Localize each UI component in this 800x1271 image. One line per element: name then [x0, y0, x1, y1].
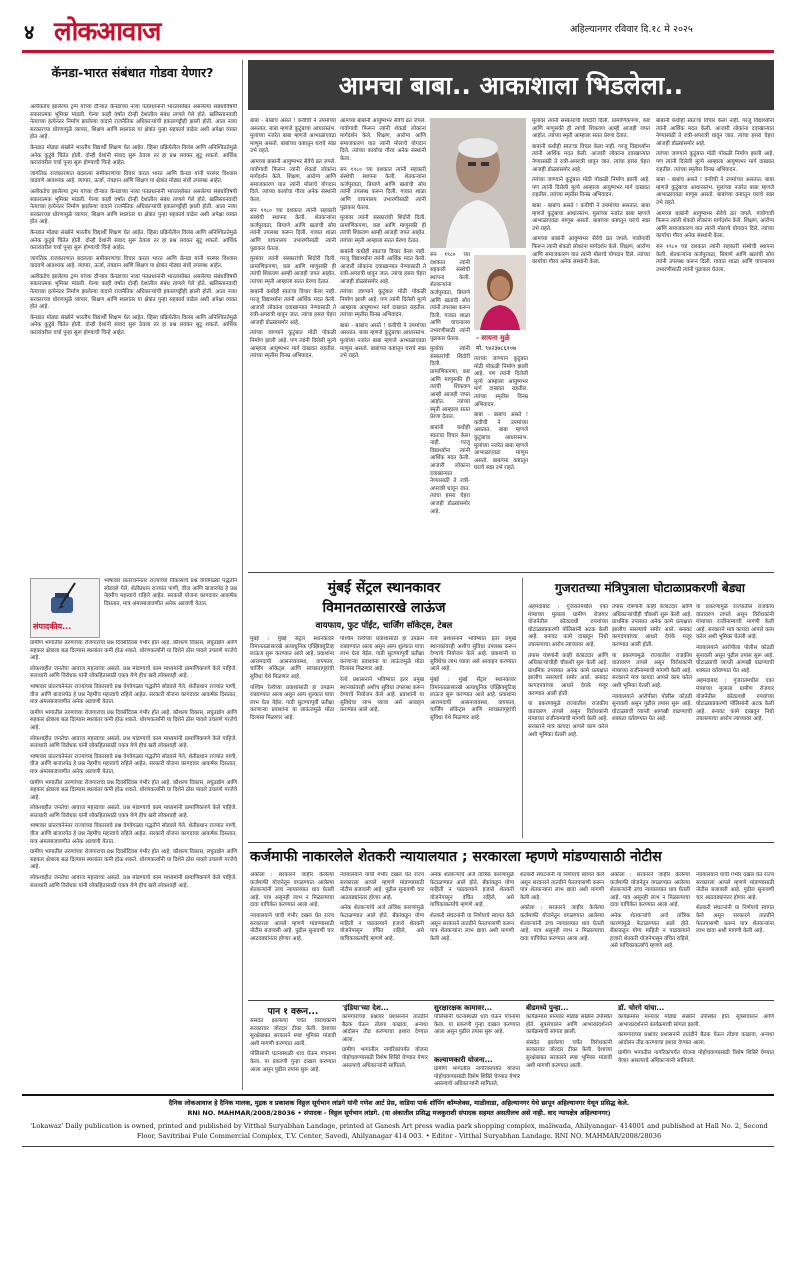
jump-para: कामगारांच्या प्रश्नांवर प्रशासनाने तातडीने बैठक घेऊन तोडगा काढावा, अन्यथा आंदोलन तीव्र करण्याचा इशारा देण्यात आला. [342, 1014, 428, 1043]
aamcha-para: बाबांनी कधीही स्वतःचा विचार केला नाही. गरजू विद्यार्थ्यांना त्यांनी आर्थिक मदत केली. आजारी लोकांना दवाखान्यात नेण्यासाठी ते रात्री-अपरात्री धावून जात. त्यांचा हसरा चेहरा आजही डोळ्यांसमोर आहे. [656, 118, 774, 147]
jump-subhead-3: सुरक्षारक्षक कामावर... [434, 1004, 493, 1012]
editorial-label: संपादकीय... [33, 622, 72, 631]
editorial-para: ग्रामीण भागातील तरुणांच्या रोजगाराचा प्रश्न दिवसेंदिवस गंभीर होत आहे. कौशल्य विकास, लघुउद्योग आणि सहकार क्षेत्राला बळ दिल्यास स्थलांतर कमी होऊ शकते. धोरणकर्त्यांनी या दिशेने ठोस पावले उचलणे गरजेचे आहे. [30, 709, 237, 731]
column-divider [522, 578, 523, 838]
gujarat-para: अहमदाबाद : गुजरातमधील एका मंत्र्याच्या मुलाला ग्रामीण रोजगार योजनेतील कोट्यवधी रुपयांच्या घोटाळ्याप्रकरणी पोलिसांनी अटक केली आहे. बनावट कामे दाखवून निधी उचलल्याचा आरोप त्याच्यावर आहे. [528, 604, 608, 648]
karjamafi-col-4 [520, 872, 604, 996]
aamcha-para: सन १९८० च्या दशकात त्यांनी सहकारी संस्थेची स्थापना केली. शेतकऱ्यांना कर्जपुरवठा, बियाणे आणि खतांची सोय त्यांनी उपलब्ध करून दिली. गावात शाळा आणि वाचनालय उभारणीसाठी त्यांनी पुढाकार घेतला. [430, 252, 470, 342]
mumbai-para: मुंबई : मुंबई सेंट्रल स्थानकावर विमानतळासारखे अत्याधुनिक एक्झिक्युटिव्ह लाऊंज सुरू करण्यात आले आहे. प्रवाशांना आरामदायी आसनव्यवस्था, वायफाय, चार्जिंग सॉकेट्स आणि स्वच्छतागृहांची सुविधा येथे मिळणार आहे. [250, 636, 334, 680]
woman-portrait [474, 255, 526, 330]
jump-subhead-1: 'इंडिया'च्या देश... [342, 1004, 389, 1012]
editorial-para: भाषावार प्रांतरचनेनंतर राज्यांच्या विकासाचे प्रश्न वेगवेगळ्या पद्धतीने सोडवले गेले. शेतीप्रधान राज्यांत पाणी, वीज आणि बाजारपेठ हे प्रश्न नेहमीच महत्त्वाचे राहिले आहेत. सरकारी योजना कागदावर आकर्षक दिसतात, मात्र अंमलबजावणीत अनेक अडचणी येतात. [30, 683, 237, 706]
karjamafi-para: अनेक शेतकऱ्यांचे अर्ज तांत्रिक कारणांमुळे फेटाळण्यात आले होते. बँकांकडून योग्य माहिती न पाठवल्याने हजारो शेतकरी योजनेपासून वंचित राहिले, असे याचिकाकर्त्यांचे म्हणणे आहे. [430, 872, 514, 909]
canada-para: कॅनडात मोठ्या संख्येने भारतीय विद्यार्थी शिक्षण घेत आहेत. व्हिसा प्रक्रियेतील विलंब आणि अनिश्चिततेमुळे अनेक कुटुंबे चिंतेत होती. दोन्ही देशांनी संवाद सुरू ठेवला तर हा प्रश्न लवकर सुटू शकतो. आर्थिक करारांवरील चर्चा पुन्हा सुरू होण्याची चिन्हे आहेत. [30, 314, 237, 337]
footer-marathi-imprint-2: RNI NO. MAHMAR/2008/28036 • संपादक - विठ्ठल सूर्यभान लांडगे. (या अंकातील प्रसिद्ध मजकुराशी संपादक सहमत असतीलच असे नाही. वाद न्यायक्षेत्र अहिल्यानगर) [187, 1109, 611, 1117]
mumbai-para: रेल्वे प्रशासनाने भविष्यात इतर प्रमुख स्थानकांवरही अशीच सुविधा उपलब्ध करून देण्याचे नियोजन केले आहे. प्रवाशांनी या सुविधेचा लाभ घ्यावा असे आवाहन करण्यात आले आहे. [340, 676, 424, 714]
aamcha-para: सन १९८० च्या दशकात त्यांनी सहकारी संस्थेची स्थापना केली. शेतकऱ्यांना कर्जपुरवठा, बियाणे आणि खतांची सोय त्यांनी उपलब्ध करून दिली. गावात शाळा आणि वाचनालय उभारणीसाठी त्यांनी पुढाकार घेतला. [656, 243, 774, 273]
mumbai-subhead: वायफाय, फुट पॉईंट, चार्जिंग सॉकेट्स, टेबल [315, 621, 453, 631]
editorial-box [30, 578, 100, 638]
jump-col-5 [618, 1014, 774, 1088]
footer-marathi-imprint: दैनिक लोकआवाज हे दैनिक मालक, मुद्रक व प्रकाशक विठ्ठल सूर्यभान लांडगे यांनी गणेश आर्ट प्रेस, वाडिया पार्क शॉपिंग कॉम्प्लेक्स, माळीवाडा, अहिल्यानगर येथे छापून अहिल्यानगर येथून प्रसिद्ध केले. [168, 1099, 630, 1107]
editorial-body-cont [30, 640, 237, 1080]
karjamafi-para: अनेक शेतकऱ्यांचे अर्ज तांत्रिक कारणांमुळे फेटाळण्यात आले होते. बँकांकडून योग्य माहिती न पाठवल्याने हजारो शेतकरी योजनेपासून वंचित राहिले, असे याचिकाकर्त्यांचे म्हणणे आहे. [610, 912, 690, 950]
gujarat-col-1 [528, 604, 608, 836]
karjamafi-col-5 [610, 872, 690, 996]
editorial-para: ग्रामीण भागातील तरुणांच्या रोजगाराचा प्रश्न दिवसेंदिवस गंभीर होत आहे. कौशल्य विकास, लघुउद्योग आणि सहकार क्षेत्राला बळ दिल्यास स्थलांतर कमी होऊ शकते. धोरणकर्त्यांनी या दिशेने ठोस पावले उचलणे गरजेचे आहे. [30, 640, 237, 662]
jump-para: ग्रामीण भागातील नागरिकांपर्यंत योजना पोहोचवण्यासाठी विशेष शिबिरे घेण्यात येणार असल्याचे अधिकाऱ्यांनी सांगितले. [434, 1066, 520, 1088]
footer-english-imprint: 'Lokawaz' Daily publication is owned, printed and published by Vitthal Suryabhan Landage, printed at Ganesh Art press wadia park shopping complex, maliwada, Ahilyanagar- 414001 and published at Hall No. 2, Second Floor, Savitribai Fule Commercial Complex, T.V. Center, Savedi, Ahilyanagar 414 003. • Editor - Vitthal Suryabhan Landage. RNI NO. MAHMAR/2008/28036 [30, 1122, 768, 1140]
karjamafi-para: शेतकरी संघटनांनी या निर्णयाचे स्वागत केले असून सरकारने तातडीने फेरतपासणी करून पात्र शेतकऱ्यांना लाभ द्यावा अशी मागणी केली आहे. [430, 912, 514, 942]
mumbai-headline-1: मुंबई सेंट्रल स्थानकावर [327, 580, 441, 596]
aamcha-para: बाबा - बाबांच असते ! कवीची ने उपमांच्या असतात. बाबा म्हणजे कुटुंबाचा आधारस्तंभ. मुलांच्या नजरेत बाबा म्हणजे आभाळाएवढा माणूस असतो. बाबांच्या कष्टातून घराचे स्वप्न उभे राहते. [474, 412, 528, 472]
elderly-man-portrait [430, 118, 526, 248]
jump-para: पोलिसांनी घटनास्थळी धाव घेऊन पंचनामा केला. या प्रकरणी गुन्हा दाखल करण्यात आला असून पुढील तपास सुरू आहे. [434, 1014, 520, 1036]
karjamafi-para: शेतकरी संघटनांनी या निर्णयाचे स्वागत केले असून सरकारने तातडीने फेरतपासणी करून पात्र शेतकऱ्यांना लाभ द्यावा अशी मागणी केली आहे. [520, 872, 604, 901]
aamcha-para: त्यांच्या जाण्याने कुटुंबात मोठी पोकळी निर्माण झाली आहे. पण त्यांनी दिलेली मूल्ये आम्हाला आयुष्यभर मार्ग दाखवत राहतील. त्यांच्या स्मृतीस विनम्र अभिवादन. [474, 356, 528, 408]
section-rule [248, 1000, 774, 1001]
gujarat-para: या प्रकरणामुळे राज्यातील राजकीय वातावरण तापले असून विरोधकांनी मंत्र्याच्या राजीनाम्याची मागणी केली आहे. सरकारने मात्र कायदा आपले काम करेल अशी भूमिका घेतली आहे. [696, 604, 774, 641]
masthead [0, 0, 800, 58]
canada-para: अलीकडेच झालेल्या ट्रम्प यांच्या दौऱ्यात कॅनडाच्या नव्या पंतप्रधानांनी भारतासोबत असलेल्या संबंधांविषयी सकारात्मक भूमिका मांडली. गेल्या काही वर्षांत दोन्ही देशांतील संबंध ताणले गेले होते. खलिस्तानवादी नेत्याच्या हत्येनंतर निर्माण झालेल्या वादाने राजनैतिक अधिकाऱ्यांची हकालपट्टीही झाली होती. आता नव्या सरकारच्या धोरणामुळे व्यापार, शिक्षण आणि स्थलांतर या क्षेत्रांत पुन्हा सहकार्य वाढेल अशी अपेक्षा व्यक्त होत आहे. [30, 188, 237, 226]
section-rule [248, 842, 774, 843]
gujarat-col-3 [696, 604, 774, 836]
karjamafi-para: अनेक शेतकऱ्यांचे अर्ज तांत्रिक कारणांमुळे फेटाळण्यात आले होते. बँकांकडून योग्य माहिती न पाठवल्याने हजारो शेतकरी योजनेपासून वंचित राहिले, असे याचिकाकर्त्यांचे म्हणणे आहे. [340, 905, 424, 942]
canada-para: जागतिक राजकारणात बदलत्या समीकरणांचा विचार करता भारत आणि कॅनडा यांनी परस्पर विश्वास वाढवणे आवश्यक आहे. व्यापार, ऊर्जा, तंत्रज्ञान आणि शिक्षण या क्षेत्रांत मोठ्या संधी उपलब्ध आहेत. [30, 255, 237, 270]
aamcha-para: त्यांच्या जाण्याने कुटुंबात मोठी पोकळी निर्माण झाली आहे. पण त्यांनी दिलेली मूल्ये आम्हाला आयुष्यभर मार्ग दाखवत राहतील. त्यांच्या स्मृतीस विनम्र अभिवादन. [532, 177, 650, 199]
editorial-para: भाषावार प्रांतरचनेनंतर राज्यांच्या विकासाचे प्रश्न वेगवेगळ्या पद्धतीने सोडवले गेले. शेतीप्रधान राज्यांत पाणी, वीज आणि बाजारपेठ हे प्रश्न नेहमीच महत्त्वाचे राहिले आहेत. सरकारी योजना कागदावर आकर्षक दिसतात, मात्र अंमलबजावणीत अनेक अडचणी येतात. [30, 753, 237, 775]
jump-para: पोलिसांनी घटनास्थळी धाव घेऊन पंचनामा केला. या प्रकरणी गुन्हा दाखल करण्यात आला असून पुढील तपास सुरू आहे. [250, 1051, 336, 1073]
editorial-para: लोकशाहीत जनतेचा आवाज महत्त्वाचा असतो. प्रश्न मांडण्याचे काम माध्यमांनी प्रामाणिकपणे केले पाहिजे. सत्ताधारी आणि विरोधक यांनी लोकहितासाठी एकत्र येणे हीच खरी लोकशाही आहे. [30, 735, 237, 750]
gujarat-para: या प्रकरणामुळे राज्यातील राजकीय वातावरण तापले असून विरोधकांनी मंत्र्याच्या राजीनाम्याची मागणी केली आहे. सरकारने मात्र कायदा आपले काम करेल अशी भूमिका घेतली आहे. [612, 652, 692, 689]
jump-col-2 [342, 1014, 428, 1088]
masthead-date: अहिल्यानगर रविवार दि.१८ मे २०२५ [570, 24, 693, 35]
jump-col-3b [434, 1066, 520, 1088]
karjamafi-para: शेतकरी संघटनांनी या निर्णयाचे स्वागत केले असून सरकारने तातडीने फेरतपासणी करून पात्र शेतकऱ्यांना लाभ द्यावा अशी मागणी केली आहे. [696, 905, 774, 935]
aamcha-para: आमच्या बाबांनी आयुष्यभर सेवेचे व्रत जपले. गावोगावी फिरून त्यांनी शेकडो लोकांना मार्गदर्शन केले. शिक्षण, आरोग्य आणि समाजकारण यात त्यांनी मोलाचे योगदान दिले. त्यांच्या कार्याचा गौरव अनेक संस्थांनी केला. [250, 158, 336, 203]
masthead-rule [22, 50, 774, 53]
jump-col-1 [250, 1018, 336, 1088]
gujarat-para: या प्रकरणामुळे राज्यातील राजकीय वातावरण तापले असून विरोधकांनी मंत्र्याच्या राजीनाम्याची मागणी केली आहे. सरकारने मात्र कायदा आपले काम करेल अशी भूमिका घेतली आहे. [528, 701, 608, 738]
aamcha-col-2 [340, 118, 426, 568]
mumbai-col-3 [430, 636, 516, 836]
aamcha-para: आमच्या बाबांनी आयुष्यभर सेवेचे व्रत जपले. गावोगावी फिरून त्यांनी शेकडो लोकांना मार्गदर्शन केले. शिक्षण, आरोग्य आणि समाजकारण यात त्यांनी मोलाचे योगदान दिले. त्यांच्या कार्याचा गौरव अनेक संस्थांनी केला. [532, 236, 650, 266]
jump-para: ग्रामीण भागातील नागरिकांपर्यंत योजना पोहोचवण्यासाठी विशेष शिबिरे घेण्यात येणार असल्याचे अधिकाऱ्यांनी सांगितले. [342, 1047, 428, 1069]
jump-para: कार्यक्रमास मान्यवर मोठ्या संख्येने उपस्थित होते. सूत्रसंचालन आणि आभारप्रदर्शनाने कार्यक्रमाची सांगता झाली. [526, 1014, 612, 1036]
gujarat-para: तपास यंत्रणांनी काही कंत्राटदार आणि अधिकाऱ्यांचीही चौकशी सुरू केली आहे. प्राथमिक तपासात अनेक कामे प्रत्यक्षात झालीच नसल्याचे समोर आले. बनावट कागदपत्रांच्या आधारे देयके मंजूर करण्यात आली होती. [528, 652, 608, 697]
jump-para: कामगारांच्या प्रश्नांवर प्रशासनाने तातडीने बैठक घेऊन तोडगा काढावा, अन्यथा आंदोलन तीव्र करण्याचा इशारा देण्यात आला. [618, 1032, 774, 1046]
gujarat-col-2 [612, 604, 692, 836]
aamcha-para: सन १९८० च्या दशकात त्यांनी सहकारी संस्थेची स्थापना केली. शेतकऱ्यांना कर्जपुरवठा, बियाणे आणि खतांची सोय त्यांनी उपलब्ध करून दिली. गावात शाळा आणि वाचनालय उभारणीसाठी त्यांनी पुढाकार घेतला. [340, 166, 426, 211]
editorial-para: ग्रामीण भागातील तरुणांच्या रोजगाराचा प्रश्न दिवसेंदिवस गंभीर होत आहे. कौशल्य विकास, लघुउद्योग आणि सहकार क्षेत्राला बळ दिल्यास स्थलांतर कमी होऊ शकते. धोरणकर्त्यांनी या दिशेने ठोस पावले उचलणे गरजेचे आहे. [30, 849, 237, 871]
column-divider [242, 60, 243, 1090]
mumbai-col-1 [250, 636, 334, 836]
aamcha-para: मुलांवर त्यांनी संस्कारांची शिदोरी दिली. प्रामाणिकपणा, कष्ट आणि माणुसकी ही त्यांची शिकवण आम्ही आजही जपत आहोत. त्यांच्या स्मृती आम्हाला सतत प्रेरणा देतात. [250, 256, 336, 285]
author-photo [474, 255, 526, 330]
mumbai-headline-2: विमानतळासारखे लाऊंज [322, 600, 446, 616]
aamcha-para: त्यांच्या जाण्याने कुटुंबात मोठी पोकळी निर्माण झाली आहे. पण त्यांनी दिलेली मूल्ये आम्हाला आयुष्यभर मार्ग दाखवत राहतील. त्यांच्या स्मृतीस विनम्र अभिवादन. [250, 330, 336, 360]
jump-subhead-2: बीडमध्ये पुन्हा... [526, 1004, 569, 1012]
canada-body [30, 104, 237, 567]
aamcha-banner [248, 60, 774, 110]
aamcha-col-1 [250, 118, 336, 568]
mumbai-para: मुंबई : मुंबई सेंट्रल स्थानकावर विमानतळासारखे अत्याधुनिक एक्झिक्युटिव्ह लाऊंज सुरू करण्यात आले आहे. प्रवाशांना आरामदायी आसनव्यवस्था, वायफाय, चार्जिंग सॉकेट्स आणि स्वच्छतागृहांची सुविधा येथे मिळणार आहे. [430, 676, 516, 721]
karjamafi-para: न्यायालयाने याची गंभीर दखल घेत राज्य सरकारला आपले म्हणणे मांडण्यासाठी नोटीस बजावली आहे. पुढील सुनावणी चार आठवड्यांनंतर होणार आहे. [696, 872, 774, 901]
canada-para: अलीकडेच झालेल्या ट्रम्प यांच्या दौऱ्यात कॅनडाच्या नव्या पंतप्रधानांनी भारतासोबत असलेल्या संबंधांविषयी सकारात्मक भूमिका मांडली. गेल्या काही वर्षांत दोन्ही देशांतील संबंध ताणले गेले होते. खलिस्तानवादी नेत्याच्या हत्येनंतर निर्माण झालेल्या वादाने राजनैतिक अधिकाऱ्यांची हकालपट्टीही झाली होती. आता नव्या सरकारच्या धोरणामुळे व्यापार, शिक्षण आणि स्थलांतर या क्षेत्रांत पुन्हा सहकार्य वाढेल अशी अपेक्षा व्यक्त होत आहे. [30, 273, 237, 311]
section-rule [248, 572, 774, 573]
karjamafi-para: अकोला : सरकारने जाहीर केलेल्या कर्जमाफी योजनेतून वगळण्यात आलेल्या शेतकऱ्यांनी उच्च न्यायालयात धाव घेतली आहे. पात्र असूनही लाभ न मिळाल्याचा दावा याचिकेत करण्यात आला आहे. [610, 872, 690, 909]
author-phone: मो. ९४२३७८६१०७ [476, 345, 517, 352]
aamcha-para: त्यांच्या जाण्याने कुटुंबात मोठी पोकळी निर्माण झाली आहे. पण त्यांनी दिलेली मूल्ये आम्हाला आयुष्यभर मार्ग दाखवत राहतील. त्यांच्या स्मृतीस विनम्र अभिवादन. [656, 151, 774, 173]
karjamafi-para: न्यायालयाने याची गंभीर दखल घेत राज्य सरकारला आपले म्हणणे मांडण्यासाठी नोटीस बजावली आहे. पुढील सुनावणी चार आठवड्यांनंतर होणार आहे. [250, 912, 334, 942]
karjamafi-para: अकोला : सरकारने जाहीर केलेल्या कर्जमाफी योजनेतून वगळण्यात आलेल्या शेतकऱ्यांनी उच्च न्यायालयात धाव घेतली आहे. पात्र असूनही लाभ न मिळाल्याचा दावा याचिकेत करण्यात आला आहे. [250, 872, 334, 909]
gujarat-banner [526, 576, 774, 598]
pen-and-inkpot-icon [31, 579, 99, 619]
aamcha-para: बाबांनी कधीही स्वतःचा विचार केला नाही. गरजू विद्यार्थ्यांना त्यांनी आर्थिक मदत केली. आजारी लोकांना दवाखान्यात नेण्यासाठी ते रात्री-अपरात्री धावून जात. त्यांचा हसरा चेहरा आजही डोळ्यांसमोर आहे. [250, 289, 336, 326]
jump-para: कार्यक्रमास मान्यवर मोठ्या संख्येने उपस्थित होते. सूत्रसंचालन आणि आभारप्रदर्शनाने कार्यक्रमाची सांगता झाली. [618, 1014, 774, 1028]
karjamafi-para: अकोला : सरकारने जाहीर केलेल्या कर्जमाफी योजनेतून वगळण्यात आलेल्या शेतकऱ्यांनी उच्च न्यायालयात धाव घेतली आहे. पात्र असूनही लाभ न मिळाल्याचा दावा याचिकेत करण्यात आला आहे. [520, 905, 604, 942]
jump-col-4 [526, 1014, 612, 1088]
aamcha-para: बाबांनी कधीही स्वतःचा विचार केला नाही. गरजू विद्यार्थ्यांना त्यांनी आर्थिक मदत केली. आजारी लोकांना दवाखान्यात नेण्यासाठी ते रात्री-अपरात्री धावून जात. त्यांचा हसरा चेहरा आजही डोळ्यांसमोर आहे. [430, 425, 470, 515]
aamcha-para: बाबांनी कधीही स्वतःचा विचार केला नाही. गरजू विद्यार्थ्यांना त्यांनी आर्थिक मदत केली. आजारी लोकांना दवाखान्यात नेण्यासाठी ते रात्री-अपरात्री धावून जात. त्यांचा हसरा चेहरा आजही डोळ्यांसमोर आहे. [532, 143, 650, 173]
editorial-body [104, 578, 237, 636]
gujarat-headline: गुजरातच्या मंत्रिपुत्राला घोटाळाप्रकरणी बेड्या [555, 580, 745, 595]
aamcha-para: बाबांनी कधीही स्वतःचा विचार केला नाही. गरजू विद्यार्थ्यांना त्यांनी आर्थिक मदत केली. आजारी लोकांना दवाखान्यात नेण्यासाठी ते रात्री-अपरात्री धावून जात. त्यांचा हसरा चेहरा आजही डोळ्यांसमोर आहे. [340, 248, 426, 285]
page-number: ४ [24, 20, 35, 44]
gujarat-para: न्यायालयाने आरोपीला पोलीस कोठडी सुनावली असून पुढील तपास सुरू आहे. घोटाळ्याची व्याप्ती आणखी वाढण्याची शक्यता वर्तवण्यात येत आहे. [612, 693, 692, 723]
footer-bottom-rule [22, 1146, 774, 1147]
aamcha-para: बाबा - बाबांच असते ! कवीची ने उपमांच्या असतात. बाबा म्हणजे कुटुंबाचा आधारस्तंभ. मुलांच्या नजरेत बाबा म्हणजे आभाळाएवढा माणूस असतो. बाबांच्या कष्टातून घराचे स्वप्न उभे राहते. [656, 177, 774, 206]
editorial-para: लोकशाहीत जनतेचा आवाज महत्त्वाचा असतो. प्रश्न मांडण्याचे काम माध्यमांनी प्रामाणिकपणे केले पाहिजे. सत्ताधारी आणि विरोधक यांनी लोकहितासाठी एकत्र येणे हीच खरी लोकशाही आहे. [30, 665, 237, 680]
mumbai-col-2 [340, 636, 424, 836]
aamcha-para: त्यांच्या जाण्याने कुटुंबात मोठी पोकळी निर्माण झाली आहे. पण त्यांनी दिलेली मूल्ये आम्हाला आयुष्यभर मार्ग दाखवत राहतील. त्यांच्या स्मृतीस विनम्र अभिवादन. [340, 289, 426, 319]
aamcha-col-3b [474, 356, 528, 568]
aamcha-headline: आमचा बाबा.. आकाशाला भिडलेला.. [338, 71, 684, 100]
canada-para: अलीकडेच झालेल्या ट्रम्प यांच्या दौऱ्यात कॅनडाच्या नव्या पंतप्रधानांनी भारतासोबत असलेल्या संबंधांविषयी सकारात्मक भूमिका मांडली. गेल्या काही वर्षांत दोन्ही देशांतील संबंध ताणले गेले होते. खलिस्तानवादी नेत्याच्या हत्येनंतर निर्माण झालेल्या वादाने राजनैतिक अधिकाऱ्यांची हकालपट्टीही झाली होती. आता नव्या सरकारच्या धोरणामुळे व्यापार, शिक्षण आणि स्थलांतर या क्षेत्रांत पुन्हा सहकार्य वाढेल अशी अपेक्षा व्यक्त होत आहे. [30, 104, 237, 141]
jump-para: ग्रामीण भागातील नागरिकांपर्यंत योजना पोहोचवण्यासाठी विशेष शिबिरे घेण्यात येणार असल्याचे अधिकाऱ्यांनी सांगितले. [618, 1050, 774, 1064]
footer-rule [22, 1094, 774, 1096]
aamcha-col-5 [656, 118, 774, 568]
canada-headline: कॅनडा-भारत संबंधात गोडवा येणार? [51, 65, 214, 80]
karjamafi-para: न्यायालयाने याची गंभीर दखल घेत राज्य सरकारला आपले म्हणणे मांडण्यासाठी नोटीस बजावली आहे. पुढील सुनावणी चार आठवड्यांनंतर होणार आहे. [340, 872, 424, 901]
jump-headline: पान १ वरून... [267, 1007, 319, 1017]
aamcha-para: सन १९८० च्या दशकात त्यांनी सहकारी संस्थेची स्थापना केली. शेतकऱ्यांना कर्जपुरवठा, बियाणे आणि खतांची सोय त्यांनी उपलब्ध करून दिली. गावात शाळा आणि वाचनालय उभारणीसाठी त्यांनी पुढाकार घेतला. [250, 207, 336, 252]
mumbai-para: रेल्वे प्रशासनाने भविष्यात इतर प्रमुख स्थानकांवरही अशीच सुविधा उपलब्ध करून देण्याचे नियोजन केले आहे. प्रवाशांनी या सुविधेचा लाभ घ्यावा असे आवाहन करण्यात आले आहे. [430, 636, 516, 673]
karjamafi-headline: कर्जमाफी नाकारलेले शेतकरी न्यायालयात ; सरकारला म्हणणे मांडण्यासाठी नोटीस [250, 849, 662, 865]
jump-para: संसदेत झालेल्या चर्चेत विरोधकांनी सरकारवर जोरदार टीका केली. देशाच्या सुरक्षेबाबत सरकारने स्पष्ट भूमिका मांडावी अशी मागणी करण्यात आली. [250, 1018, 336, 1047]
author-name: - सायना मुळे [476, 334, 510, 342]
gujarat-para: तपास यंत्रणांनी काही कंत्राटदार आणि अधिकाऱ्यांचीही चौकशी सुरू केली आहे. प्राथमिक तपासात अनेक कामे प्रत्यक्षात झालीच नसल्याचे समोर आले. बनावट कागदपत्रांच्या आधारे देयके मंजूर करण्यात आली होती. [612, 604, 692, 648]
aamcha-col-4 [532, 118, 650, 568]
mumbai-para: पश्चिम रेल्वेच्या प्रवाशांसाठी हा उपक्रम राबवण्यात आला असून अल्प शुल्कात याचा लाभ घेता येईल. गाडी सुटण्यापूर्वी प्रतीक्षा करणाऱ्या प्रवाशांना या लाऊंजमुळे मोठा दिलासा मिळणार आहे. [340, 636, 424, 673]
karjamafi-col-3 [430, 872, 514, 996]
aamcha-col-3 [430, 252, 470, 568]
editorial-para: ग्रामीण भागातील तरुणांच्या रोजगाराचा प्रश्न दिवसेंदिवस गंभीर होत आहे. कौशल्य विकास, लघुउद्योग आणि सहकार क्षेत्राला बळ दिल्यास स्थलांतर कमी होऊ शकते. धोरणकर्त्यांनी या दिशेने ठोस पावले उचलणे गरजेचे आहे. [30, 779, 237, 801]
mumbai-para: पश्चिम रेल्वेच्या प्रवाशांसाठी हा उपक्रम राबवण्यात आला असून अल्प शुल्कात याचा लाभ घेता येईल. गाडी सुटण्यापूर्वी प्रतीक्षा करणाऱ्या प्रवाशांना या लाऊंजमुळे मोठा दिलासा मिळणार आहे. [250, 684, 334, 721]
aamcha-para: मुलांवर त्यांनी संस्कारांची शिदोरी दिली. प्रामाणिकपणा, कष्ट आणि माणुसकी ही त्यांची शिकवण आम्ही आजही जपत आहोत. त्यांच्या स्मृती आम्हाला सतत प्रेरणा देतात. [340, 215, 426, 244]
canada-para: जागतिक राजकारणात बदलत्या समीकरणांचा विचार करता भारत आणि कॅनडा यांनी परस्पर विश्वास वाढवणे आवश्यक आहे. व्यापार, ऊर्जा, तंत्रज्ञान आणि शिक्षण या क्षेत्रांत मोठ्या संधी उपलब्ध आहेत. [30, 170, 237, 185]
editorial-para: भाषावार प्रांतरचनेनंतर राज्यांच्या विकासाचे प्रश्न वेगवेगळ्या पद्धतीने सोडवले गेले. शेतीप्रधान राज्यांत पाणी, वीज आणि बाजारपेठ हे प्रश्न नेहमीच महत्त्वाचे राहिले आहेत. सरकारी योजना कागदावर आकर्षक दिसतात, मात्र अंमलबजावणीत अनेक अडचणी येतात. [104, 578, 237, 607]
karjamafi-col-2 [340, 872, 424, 996]
karjamafi-col-1 [250, 872, 334, 996]
masthead-title: लोकआवाज [54, 17, 161, 47]
aamcha-para: आमच्या बाबांनी आयुष्यभर सेवेचे व्रत जपले. गावोगावी फिरून त्यांनी शेकडो लोकांना मार्गदर्शन केले. शिक्षण, आरोग्य आणि समाजकारण यात त्यांनी मोलाचे योगदान दिले. त्यांच्या कार्याचा गौरव अनेक संस्थांनी केला. [656, 210, 774, 240]
editorial-para: लोकशाहीत जनतेचा आवाज महत्त्वाचा असतो. प्रश्न मांडण्याचे काम माध्यमांनी प्रामाणिकपणे केले पाहिजे. सत्ताधारी आणि विरोधक यांनी लोकहितासाठी एकत्र येणे हीच खरी लोकशाही आहे. [30, 875, 237, 889]
aamcha-para: बाबा - बाबांच असते ! कवीची ने उपमांच्या असतात. बाबा म्हणजे कुटुंबाचा आधारस्तंभ. मुलांच्या नजरेत बाबा म्हणजे आभाळाएवढा माणूस असतो. बाबांच्या कष्टातून घराचे स्वप्न उभे राहते. [340, 322, 426, 360]
jump-subhead-4: कल्याणकारी योजना... [434, 1056, 493, 1064]
canada-para: कॅनडात मोठ्या संख्येने भारतीय विद्यार्थी शिक्षण घेत आहेत. व्हिसा प्रक्रियेतील विलंब आणि अनिश्चिततेमुळे अनेक कुटुंबे चिंतेत होती. दोन्ही देशांनी संवाद सुरू ठेवला तर हा प्रश्न लवकर सुटू शकतो. आर्थिक करारांवरील चर्चा पुन्हा सुरू होण्याची चिन्हे आहेत. [30, 144, 237, 167]
karjamafi-col-6 [696, 872, 774, 996]
jump-subhead-5: डॉ. चोरगे यांचा... [618, 1004, 665, 1012]
jump-para: संसदेत झालेल्या चर्चेत विरोधकांनी सरकारवर जोरदार टीका केली. देशाच्या सुरक्षेबाबत सरकारने स्पष्ट भूमिका मांडावी अशी मागणी करण्यात आली. [526, 1039, 612, 1069]
editorial-para: भाषावार प्रांतरचनेनंतर राज्यांच्या विकासाचे प्रश्न वेगवेगळ्या पद्धतीने सोडवले गेले. शेतीप्रधान राज्यांत पाणी, वीज आणि बाजारपेठ हे प्रश्न नेहमीच महत्त्वाचे राहिले आहेत. सरकारी योजना कागदावर आकर्षक दिसतात, मात्र अंमलबजावणीत अनेक अडचणी येतात. [30, 823, 237, 845]
gujarat-para: न्यायालयाने आरोपीला पोलीस कोठडी सुनावली असून पुढील तपास सुरू आहे. घोटाळ्याची व्याप्ती आणखी वाढण्याची शक्यता वर्तवण्यात येत आहे. [696, 644, 774, 674]
gujarat-para: अहमदाबाद : गुजरातमधील एका मंत्र्याच्या मुलाला ग्रामीण रोजगार योजनेतील कोट्यवधी रुपयांच्या घोटाळ्याप्रकरणी पोलिसांनी अटक केली आहे. बनावट कामे दाखवून निधी उचलल्याचा आरोप त्याच्यावर आहे. [696, 678, 774, 723]
aamcha-para: मुलांवर त्यांनी संस्कारांची शिदोरी दिली. प्रामाणिकपणा, कष्ट आणि माणुसकी ही त्यांची शिकवण आम्ही आजही जपत आहोत. त्यांच्या स्मृती आम्हाला सतत प्रेरणा देतात. [430, 346, 470, 421]
aamcha-para: आमच्या बाबांनी आयुष्यभर सेवेचे व्रत जपले. गावोगावी फिरून त्यांनी शेकडो लोकांना मार्गदर्शन केले. शिक्षण, आरोग्य आणि समाजकारण यात त्यांनी मोलाचे योगदान दिले. त्यांच्या कार्याचा गौरव अनेक संस्थांनी केला. [340, 118, 426, 162]
aamcha-para: बाबा - बाबांच असते ! कवीची ने उपमांच्या असतात. बाबा म्हणजे कुटुंबाचा आधारस्तंभ. मुलांच्या नजरेत बाबा म्हणजे आभाळाएवढा माणूस असतो. बाबांच्या कष्टातून घराचे स्वप्न उभे राहते. [532, 202, 650, 232]
aamcha-para: बाबा - बाबांच असते ! कवीची ने उपमांच्या असतात. बाबा म्हणजे कुटुंबाचा आधारस्तंभ. मुलांच्या नजरेत बाबा म्हणजे आभाळाएवढा माणूस असतो. बाबांच्या कष्टातून घराचे स्वप्न उभे राहते. [250, 118, 336, 155]
jump-col-3 [434, 1014, 520, 1054]
elder-photo [430, 118, 526, 248]
canada-para: कॅनडात मोठ्या संख्येने भारतीय विद्यार्थी शिक्षण घेत आहेत. व्हिसा प्रक्रियेतील विलंब आणि अनिश्चिततेमुळे अनेक कुटुंबे चिंतेत होती. दोन्ही देशांनी संवाद सुरू ठेवला तर हा प्रश्न लवकर सुटू शकतो. आर्थिक करारांवरील चर्चा पुन्हा सुरू होण्याची चिन्हे आहेत. [30, 229, 237, 252]
editorial-para: लोकशाहीत जनतेचा आवाज महत्त्वाचा असतो. प्रश्न मांडण्याचे काम माध्यमांनी प्रामाणिकपणे केले पाहिजे. सत्ताधारी आणि विरोधक यांनी लोकहितासाठी एकत्र येणे हीच खरी लोकशाही आहे. [30, 805, 237, 819]
aamcha-para: मुलांवर त्यांनी संस्कारांची शिदोरी दिली. प्रामाणिकपणा, कष्ट आणि माणुसकी ही त्यांची शिकवण आम्ही आजही जपत आहोत. त्यांच्या स्मृती आम्हाला सतत प्रेरणा देतात. [532, 118, 650, 140]
